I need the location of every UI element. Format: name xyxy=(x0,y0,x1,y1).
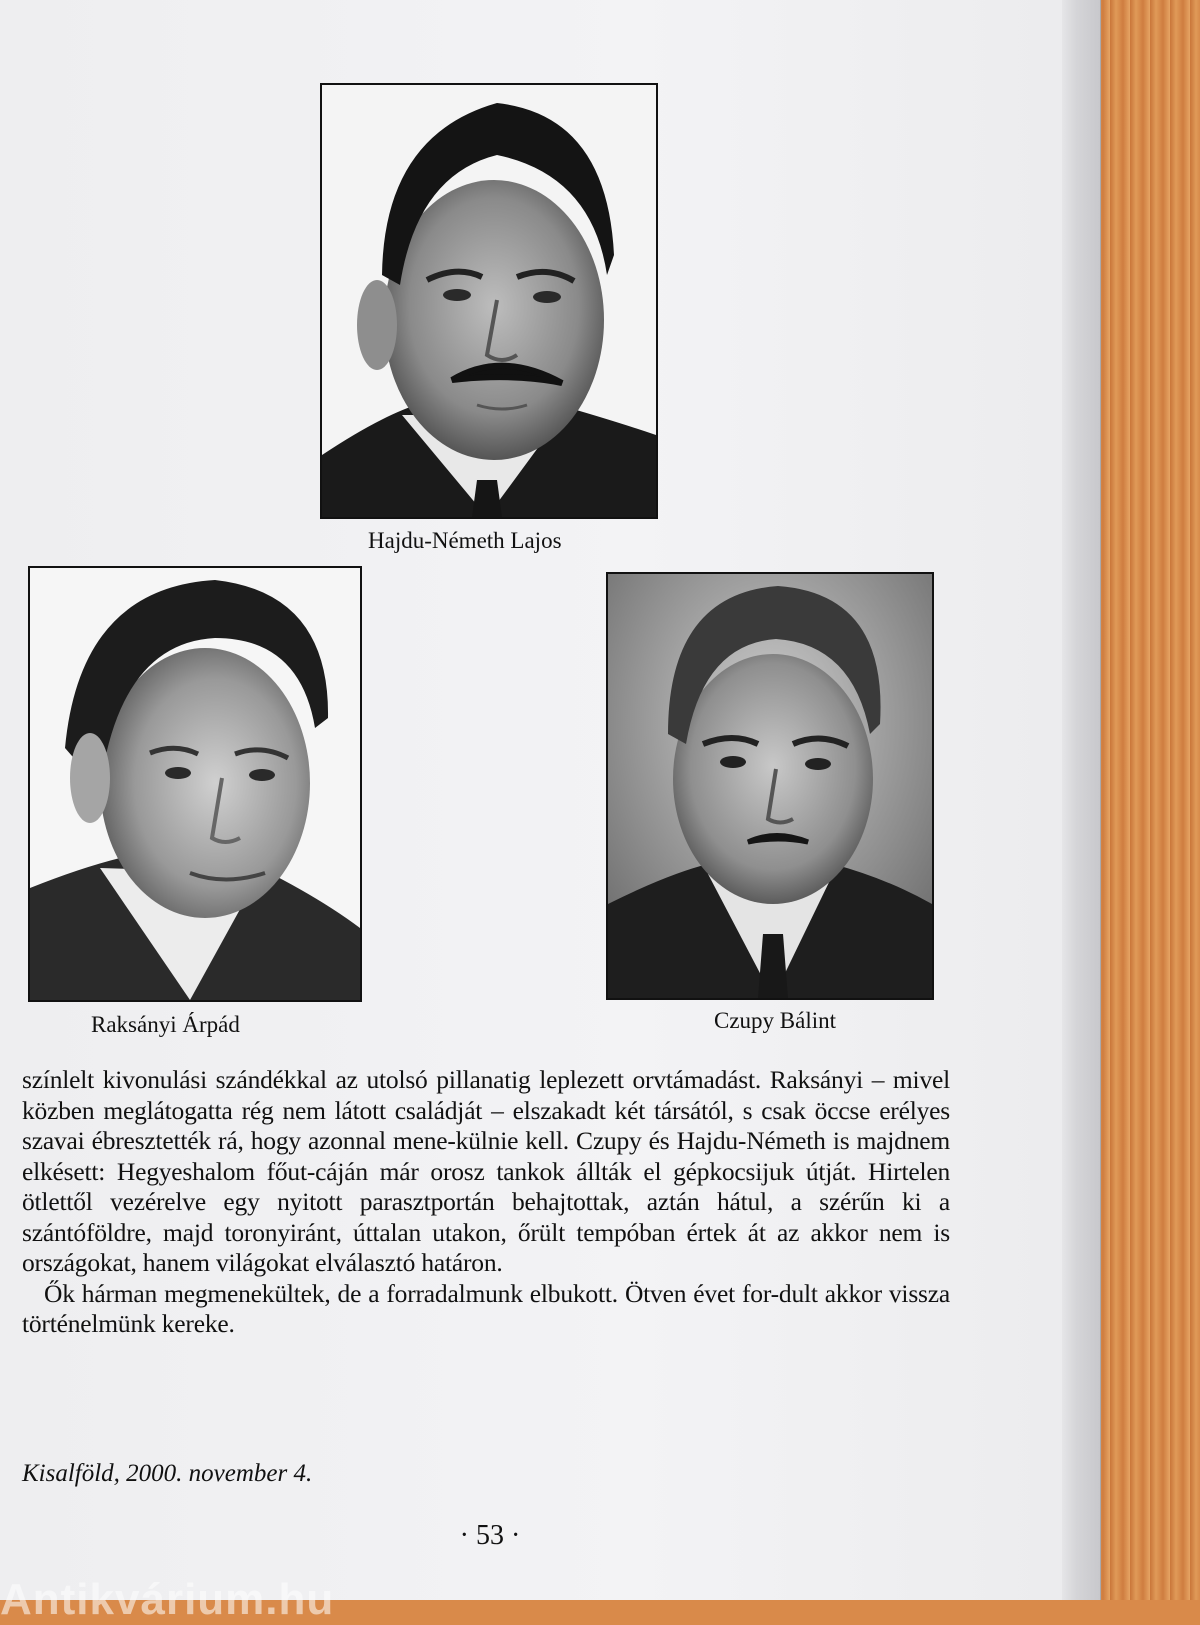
caption-top: Hajdu-Németh Lajos xyxy=(368,528,562,553)
article-body xyxy=(22,1065,950,1340)
wooden-table-background xyxy=(1090,0,1200,1600)
caption-right: Czupy Bálint xyxy=(714,1008,837,1033)
source-citation: Kisalföld, 2000. november 4. xyxy=(22,1460,313,1487)
caption-left: Raksányi Árpád xyxy=(91,1012,240,1037)
portrait-photo-right xyxy=(606,572,934,1000)
portrait-photo-left xyxy=(28,566,362,1002)
watermark-text: Antikvárium.hu xyxy=(0,1575,335,1624)
page-number: · 53 · xyxy=(459,1520,521,1551)
portrait-photo-top xyxy=(320,83,658,519)
body-paragraph-2: Ők hárman megmenekültek, de a forradalmunk elbukott. Ötven évet for-dult akkor vissza történelmünk kereke. xyxy=(22,1278,950,1338)
body-paragraph-1: színlelt kivonulási szándékkal az utolsó pillanatig leplezett orvtámadást. Raksányi – mivel közben meglátogatta rég nem látott családját – elszakadt két társától, s csak öccse erélyes szavai ébresztették rá, hogy azonnal mene-külnie kell. Czupy és Hajdu-Németh is majdnem elkésett: Hegyeshalom főut-cáján már orosz tankok állták el gépkocsijuk útját. Hirtelen ötlettől vezérelve egy nyitott parasztportán behajtottak, aztán hátul, a szérűn ki a szántóföldre, majd toronyiránt, úttalan utakon, őrült tempóban értek át az akkor nem is országokat, hanem világokat elválasztó határon. xyxy=(22,1065,950,1277)
page-stack-edge xyxy=(1060,0,1101,1600)
